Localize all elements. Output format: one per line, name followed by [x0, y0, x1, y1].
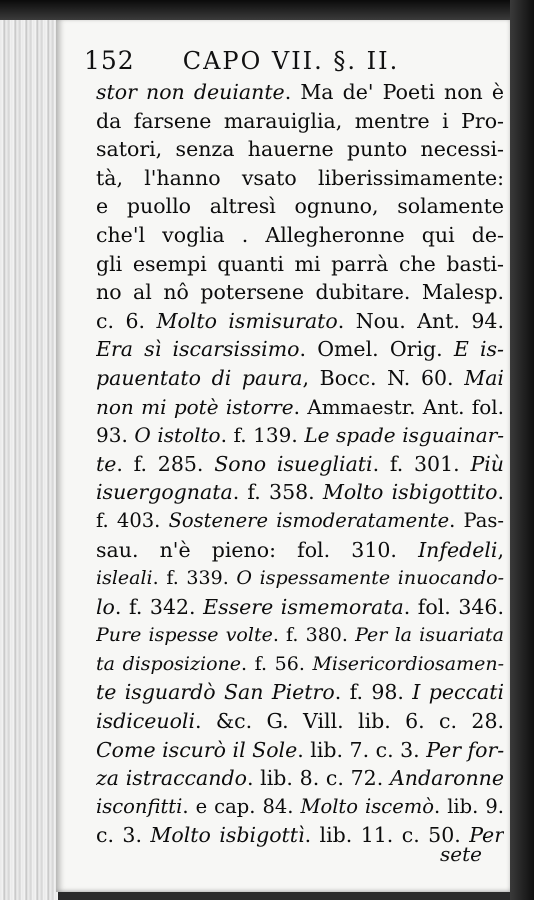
italic-quotation: Era sì iscarsissimo [96, 337, 300, 362]
text-run: . fol. 346. [403, 594, 504, 619]
text-run: c. 6. [96, 308, 157, 333]
italic-quotation: Molto isbigottì [150, 823, 305, 848]
text-run: . f. 358. [232, 480, 323, 505]
italic-quotation: Mai [464, 365, 504, 390]
text-run: c. 3. [96, 823, 151, 848]
text-run: . Ammaestr. Ant. fol. [293, 394, 504, 419]
text-line [96, 650, 504, 679]
text-run: . f. 301. [372, 451, 471, 476]
text-line [96, 593, 504, 622]
italic-quotation: lo [96, 594, 115, 619]
italic-quotation: O ispessamente inuocando- [236, 567, 504, 590]
text-line [96, 107, 504, 136]
text-run: . f. 342. [114, 594, 204, 619]
text-run: , Bocc. N. 60. [302, 365, 465, 390]
italic-quotation: te [96, 451, 117, 476]
scan-top-shadow [0, 0, 534, 20]
text-run: . lib. 9. [433, 794, 504, 818]
text-line [96, 135, 504, 164]
catchword: sete [440, 842, 482, 866]
text-line [96, 707, 504, 736]
text-line [96, 678, 504, 707]
italic-quotation: za istraccando [96, 766, 247, 791]
text-run: . Omel. Orig. [299, 337, 454, 362]
text-run: . f. 139. [220, 423, 305, 448]
text-line [96, 793, 504, 822]
text-run: . Ma de' Poeti non è [284, 80, 504, 104]
page-number: 152 [84, 46, 135, 75]
scan-right-shadow [510, 0, 534, 900]
italic-quotation: Pure ispesse volte [96, 624, 273, 647]
italic-quotation: isuergognata [96, 480, 233, 505]
text-run: . f. 339. [152, 567, 237, 590]
running-head [84, 46, 454, 80]
italic-quotation: Per la isuariata [355, 624, 504, 647]
italic-quotation: stor non deuiante [96, 80, 285, 104]
italic-quotation: Molto iscemò [300, 794, 434, 818]
chapter-heading: CAPO VII. §. II. [182, 47, 400, 75]
text-line [96, 450, 504, 479]
italic-quotation: Misericordiosamen- [312, 652, 504, 675]
italic-quotation: Sostenere ismoderatamente [168, 508, 450, 532]
text-run: . f. 380. [272, 624, 356, 647]
italic-quotation: pauentato di paura [96, 365, 303, 390]
text-line [96, 536, 504, 565]
text-run: da farsene marauiglia, mentre i Pro- [96, 108, 504, 133]
text-line [96, 335, 504, 364]
text-run: . Pas- [449, 508, 504, 532]
text-run: . lib. 7. c. 3. [297, 737, 427, 762]
text-run: . lib. 8. c. 72. [246, 766, 390, 791]
text-run: . f. 56. [241, 652, 313, 675]
italic-quotation: isconfitti [96, 794, 183, 818]
text-run: . &c. G. Vill. lib. 6. c. 28. [195, 709, 504, 734]
text-line [96, 307, 504, 336]
italic-quotation: Molto isbigottito [322, 480, 498, 505]
italic-quotation: Più [470, 451, 504, 476]
text-run: gli esempi quanti mi parrà che basti- [96, 251, 504, 276]
italic-quotation: Andaronne [389, 766, 504, 791]
text-run: , [497, 537, 504, 562]
text-line [96, 364, 504, 393]
text-line [96, 478, 504, 507]
italic-quotation: Essere ismemorata [203, 594, 404, 619]
italic-quotation: Le spade isguainar- [304, 423, 504, 448]
text-line [96, 736, 504, 765]
italic-quotation: Molto ismisurato [156, 308, 338, 333]
italic-quotation: Per [469, 823, 504, 848]
italic-quotation: Per for- [426, 737, 504, 762]
text-run: . e cap. 84. [182, 794, 301, 818]
text-run: tà, l'hanno vsato liberissimamente: [96, 165, 504, 190]
text-line [96, 78, 504, 107]
text-run: f. 403. [96, 508, 169, 532]
text-run: che'l voglia . Allegheronne qui de- [96, 222, 504, 247]
text-run: e puollo altresì ognuno, solamente [96, 194, 504, 219]
italic-quotation: ta disposizione [96, 652, 241, 675]
text-run: sau. n'è pieno: fol. 310. [96, 537, 419, 562]
text-line [96, 192, 504, 221]
text-run: . f. 98. [334, 680, 413, 705]
text-line [96, 278, 504, 307]
text-run: no al nô potersene dubitare. Malesp. [96, 280, 504, 305]
italic-quotation: Sono isuegliati [214, 451, 373, 476]
book-page-edges [0, 0, 58, 900]
text-line [96, 221, 504, 250]
text-line [96, 421, 504, 450]
text-line [96, 250, 504, 279]
italic-quotation: isleali [96, 567, 153, 590]
text-run: . [497, 480, 504, 505]
text-line [96, 621, 504, 650]
text-line [96, 764, 504, 793]
text-run: . f. 285. [116, 451, 215, 476]
text-line [96, 164, 504, 193]
body-text [96, 78, 504, 850]
text-run: . lib. 11. c. 50. [304, 823, 470, 848]
text-run: 93. [96, 423, 135, 448]
text-line [96, 507, 504, 536]
italic-quotation: non mi potè istorre [96, 394, 294, 419]
italic-quotation: Come iscurò il Sole [96, 737, 298, 762]
italic-quotation: te isguardò San Pietro [96, 680, 335, 705]
italic-quotation: Infedeli [418, 537, 498, 562]
text-line [96, 393, 504, 422]
text-line [96, 564, 504, 593]
italic-quotation: isdiceuoli [96, 709, 196, 734]
italic-quotation: O istolto [134, 423, 221, 448]
italic-quotation: E is- [453, 337, 504, 362]
italic-quotation: I peccati [412, 680, 504, 705]
text-run: satori, senza hauerne punto necessi- [96, 137, 504, 162]
text-run: . Nou. Ant. 94. [337, 308, 504, 333]
